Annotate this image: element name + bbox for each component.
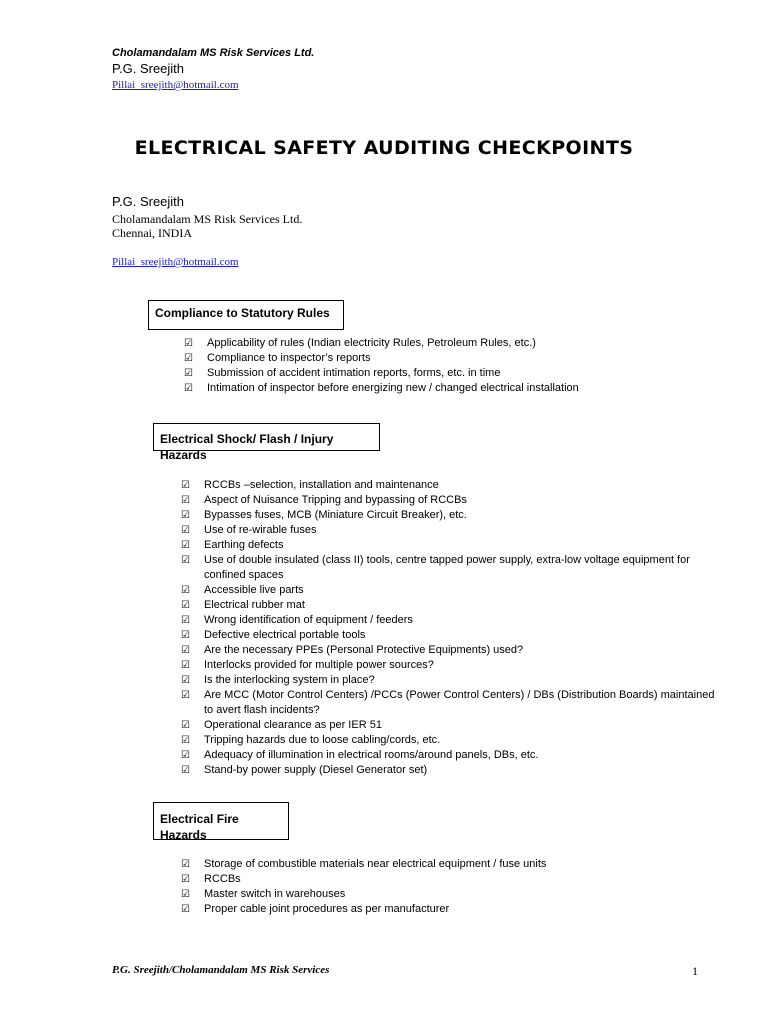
checklist-item: ☑ Storage of combustible materials near electrical equipment / fuse units — [204, 857, 724, 872]
section-heading-fire-hazards: Electrical Fire Hazards — [153, 802, 289, 840]
header-author: P.G. Sreejith — [112, 61, 185, 76]
checklist-item: ☑ RCCBs –selection, installation and maintenance — [204, 478, 724, 493]
checklist-item: ☑ Wrong identification of equipment / feeders — [204, 613, 724, 628]
checklist-item: ☑ Earthing defects — [204, 538, 724, 553]
author-name: P.G. Sreejith — [112, 194, 185, 209]
section-heading-shock-hazards: Electrical Shock/ Flash / Injury Hazards — [153, 423, 380, 451]
checklist-item: ☑ RCCBs — [204, 872, 724, 887]
checklist-item: ☑ Are MCC (Motor Control Centers) /PCCs (Power Control Centers) / DBs (Distribution Boards) maintained to avert flash incidents? — [204, 688, 724, 718]
checklist-item: ☑ Use of double insulated (class II) tools, centre tapped power supply, extra-low voltage equipment for confined spaces — [204, 553, 724, 583]
section-heading-compliance: Compliance to Statutory Rules — [148, 300, 344, 330]
author-email-link[interactable]: Pillai_sreejith@hotmail.com — [112, 256, 239, 268]
checklist-fire-hazards — [204, 857, 724, 917]
checklist-item: ☑ Operational clearance as per IER 51 — [204, 718, 724, 733]
author-location: Chennai, INDIA — [112, 226, 192, 240]
checklist-item: ☑ Stand-by power supply (Diesel Generator set) — [204, 763, 724, 778]
footer-text: P.G. Sreejith/Cholamandalam MS Risk Services — [112, 964, 330, 976]
checklist-item: ☑ Intimation of inspector before energizing new / changed electrical installation — [207, 381, 727, 396]
checklist-item: ☑ Accessible live parts — [204, 583, 724, 598]
checklist-compliance — [207, 336, 727, 396]
checklist-item: ☑ Electrical rubber mat — [204, 598, 724, 613]
checklist-item: ☑ Interlocks provided for multiple power sources? — [204, 658, 724, 673]
checklist-item: ☑ Submission of accident intimation reports, forms, etc. in time — [207, 366, 727, 381]
page-number: 1 — [692, 964, 698, 978]
checklist-item: ☑ Aspect of Nuisance Tripping and bypassing of RCCBs — [204, 493, 724, 508]
checklist-item: ☑ Master switch in warehouses — [204, 887, 724, 902]
checklist-shock-hazards — [204, 478, 724, 778]
checklist-item: ☑ Applicability of rules (Indian electricity Rules, Petroleum Rules, etc.) — [207, 336, 727, 351]
checklist-item: ☑ Defective electrical portable tools — [204, 628, 724, 643]
checklist-item: ☑ Adequacy of illumination in electrical rooms/around panels, DBs, etc. — [204, 748, 724, 763]
author-organization: Cholamandalam MS Risk Services Ltd. — [112, 212, 303, 226]
checklist-item: ☑ Is the interlocking system in place? — [204, 673, 724, 688]
header-email-link[interactable]: Pillai_sreejith@hotmail.com — [112, 79, 239, 91]
checklist-item: ☑ Proper cable joint procedures as per manufacturer — [204, 902, 724, 917]
checklist-item: ☑ Compliance to inspector’s reports — [207, 351, 727, 366]
checklist-item: ☑ Use of re-wirable fuses — [204, 523, 724, 538]
checklist-item: ☑ Bypasses fuses, MCB (Miniature Circuit Breaker), etc. — [204, 508, 724, 523]
header-company: Cholamandalam MS Risk Services Ltd. — [112, 47, 315, 59]
document-title: ELECTRICAL SAFETY AUDITING CHECKPOINTS — [134, 137, 634, 159]
checklist-item: ☑ Tripping hazards due to loose cabling/cords, etc. — [204, 733, 724, 748]
checklist-item: ☑ Are the necessary PPEs (Personal Protective Equipments) used? — [204, 643, 724, 658]
